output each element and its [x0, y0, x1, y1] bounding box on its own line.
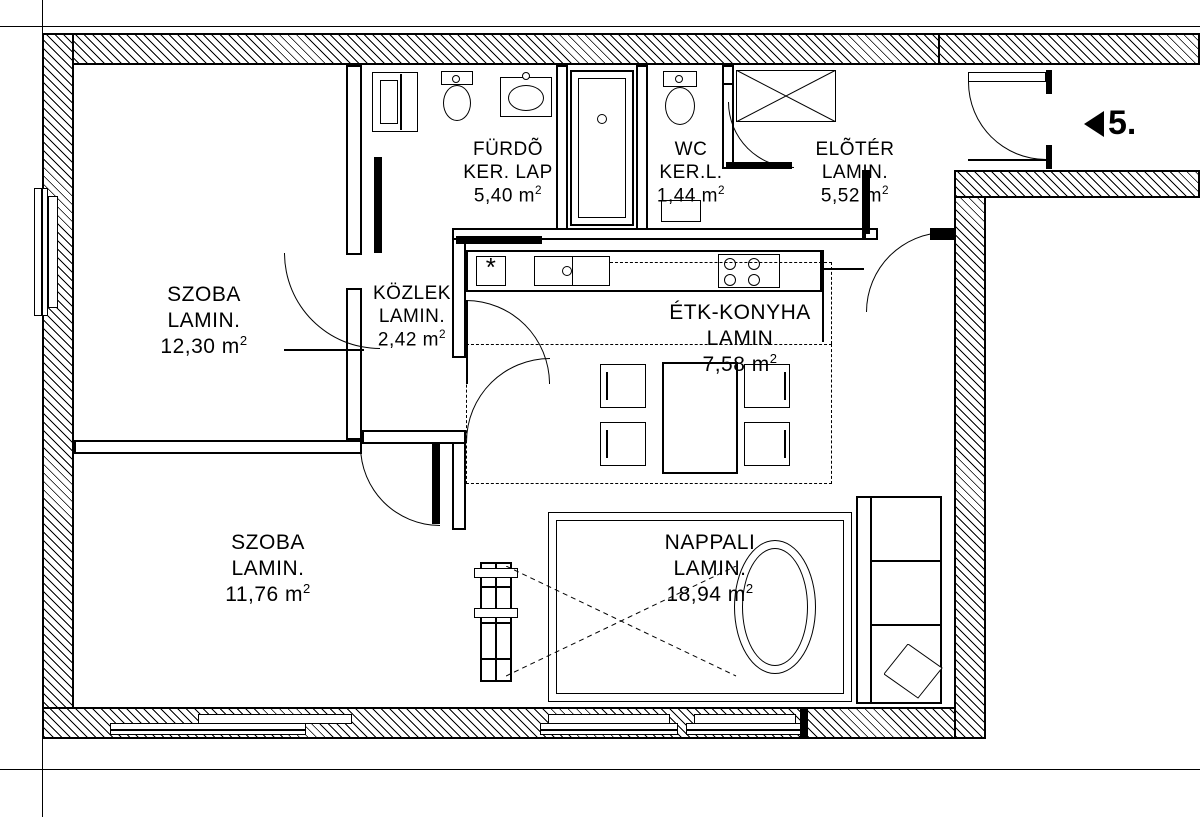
room-area-value: 7,58 m: [702, 353, 770, 377]
sofa-arm: [870, 496, 872, 704]
window-bottom-szoba-frame: [198, 714, 352, 724]
room-area: [780, 184, 930, 208]
dining-chair-right-2-back: [784, 430, 786, 458]
room-area-value: 2,42 m: [377, 329, 440, 351]
door-leaf-szoba1: [374, 157, 382, 253]
wc-flush-button-icon: [675, 75, 683, 83]
interior-wall-eloter-left: [722, 65, 734, 85]
window-bottom-nappali-right-mullion: [686, 729, 804, 731]
room-area-unit: 2: [535, 184, 543, 198]
room-label-nappali: [600, 530, 820, 608]
dining-chair-left-2-back: [606, 430, 608, 458]
window-bottom-nappali-left-mullion: [540, 729, 678, 731]
sink-basin-icon: [508, 85, 544, 111]
room-area-unit: 2: [439, 328, 447, 342]
interior-wall-between-rooms: [74, 440, 362, 454]
room-label-etk-konyha: [620, 300, 860, 378]
room-area: [600, 581, 820, 608]
window-left-frame-inner: [48, 196, 58, 308]
room-area-value: 11,76 m: [225, 583, 304, 607]
room-material: KER. LAP: [463, 162, 553, 184]
room-label-eloter: [780, 138, 930, 208]
washing-machine-door: [380, 80, 398, 124]
room-area-value: 18,94 m: [666, 583, 746, 607]
dining-chair-left-1-back: [606, 372, 608, 400]
room-area-value: 5,52 m: [820, 185, 883, 207]
room-area-unit: 2: [882, 184, 890, 198]
room-name: ÉTK-KONYHA: [669, 301, 811, 324]
room-name: WC: [674, 139, 708, 160]
window-bottom-divider: [800, 707, 808, 739]
room-area: [168, 581, 368, 608]
room-name: NAPPALI: [664, 531, 756, 554]
tv-cabinet-center: [495, 562, 497, 682]
kitchen-upper-cabinet-line-top: [610, 262, 832, 263]
room-area: [352, 328, 472, 352]
kitchen-counter-extension: [822, 268, 864, 270]
toilet-flush-button-icon: [452, 75, 460, 83]
room-area: [636, 184, 746, 208]
room-area: [428, 184, 588, 208]
door-jamb-entry-lower: [1046, 145, 1052, 169]
exterior-wall-left: [42, 33, 74, 739]
door-leaf-furdo: [456, 236, 542, 244]
arrow-left-icon: [1084, 111, 1104, 137]
bathtub-drain-icon: [597, 114, 607, 124]
window-bottom-nappali-right-frame: [694, 714, 796, 724]
unit-number-label: 5.: [1108, 104, 1137, 142]
sink-tap-icon: [522, 72, 530, 80]
frame-top-line: [0, 26, 1200, 27]
kitchen-sink-tap-icon: [562, 266, 572, 276]
room-material: LAMIN.: [231, 556, 305, 580]
sofa-seam-1: [870, 560, 942, 562]
room-area-unit: 2: [769, 351, 778, 367]
cushion-icon: [884, 644, 944, 700]
stove-burner-4: [748, 274, 760, 286]
room-label-szoba-1: [104, 282, 304, 360]
window-bottom-szoba-mullion: [110, 729, 306, 731]
room-material: LAMIN.: [167, 308, 241, 332]
interior-wall-szoba-right: [346, 65, 362, 255]
wc-bowl-icon: [665, 87, 695, 125]
room-name: SZOBA: [231, 531, 305, 554]
interior-wall-kozlek-bottom-2: [362, 430, 466, 444]
frame-bottom-line: [0, 769, 1200, 770]
door-swing-eloter: [866, 232, 946, 312]
room-area-unit: 2: [239, 333, 248, 349]
room-area: [620, 351, 860, 378]
exterior-wall-entry-right: [954, 170, 1200, 198]
stove-burner-3: [724, 274, 736, 286]
dining-table-icon: [662, 362, 738, 474]
window-bottom-nappali-left-frame: [548, 714, 670, 724]
wardrobe-cross-icon: [736, 70, 836, 122]
exterior-wall-right: [954, 170, 986, 739]
room-name: ELÕTÉR: [815, 139, 895, 160]
room-material: LAMIN: [706, 326, 774, 350]
room-name: SZOBA: [167, 283, 241, 306]
room-area-unit: 2: [303, 581, 311, 597]
door-swing-szoba2: [360, 446, 440, 526]
room-area: [104, 333, 304, 360]
room-label-kozlek: [352, 282, 472, 352]
room-name: FÜRDÕ: [472, 139, 544, 160]
entry-door-frame: [968, 72, 1046, 82]
stove-burner-1: [724, 258, 736, 270]
stove-burner-2: [748, 258, 760, 270]
sofa-seam-2: [870, 624, 942, 626]
door-jamb-entry-upper: [1046, 70, 1052, 94]
unit-number-badge: [1084, 104, 1136, 143]
room-name: KÖZLEK: [373, 283, 451, 304]
room-label-szoba-2: [168, 530, 368, 608]
kitchen-sink-divider: [572, 256, 573, 286]
exterior-wall-top-right: [938, 33, 1200, 65]
interior-wall-kozlek-right-2: [452, 430, 466, 530]
toilet-bowl-icon: [443, 85, 471, 121]
room-area-value: 5,40 m: [473, 185, 536, 207]
room-material: LAMIN.: [378, 306, 446, 328]
window-left-mullion: [41, 188, 43, 316]
room-material: LAMIN.: [673, 556, 747, 580]
exterior-wall-top: [42, 33, 962, 65]
entry-door-threshold: [968, 159, 1046, 161]
room-label-wc: [636, 138, 746, 208]
room-material: LAMIN.: [821, 162, 889, 184]
washing-machine-divider: [400, 74, 402, 130]
room-label-furdo: [428, 138, 588, 208]
room-material: KER.L.: [659, 162, 723, 184]
room-area-value: 12,30 m: [160, 335, 240, 359]
room-area-value: 1,44 m: [656, 185, 719, 207]
entry-door-swing: [968, 82, 1046, 160]
room-area-unit: 2: [718, 184, 726, 198]
asterisk-marker-icon: *: [485, 252, 497, 282]
room-area-unit: 2: [745, 581, 754, 597]
